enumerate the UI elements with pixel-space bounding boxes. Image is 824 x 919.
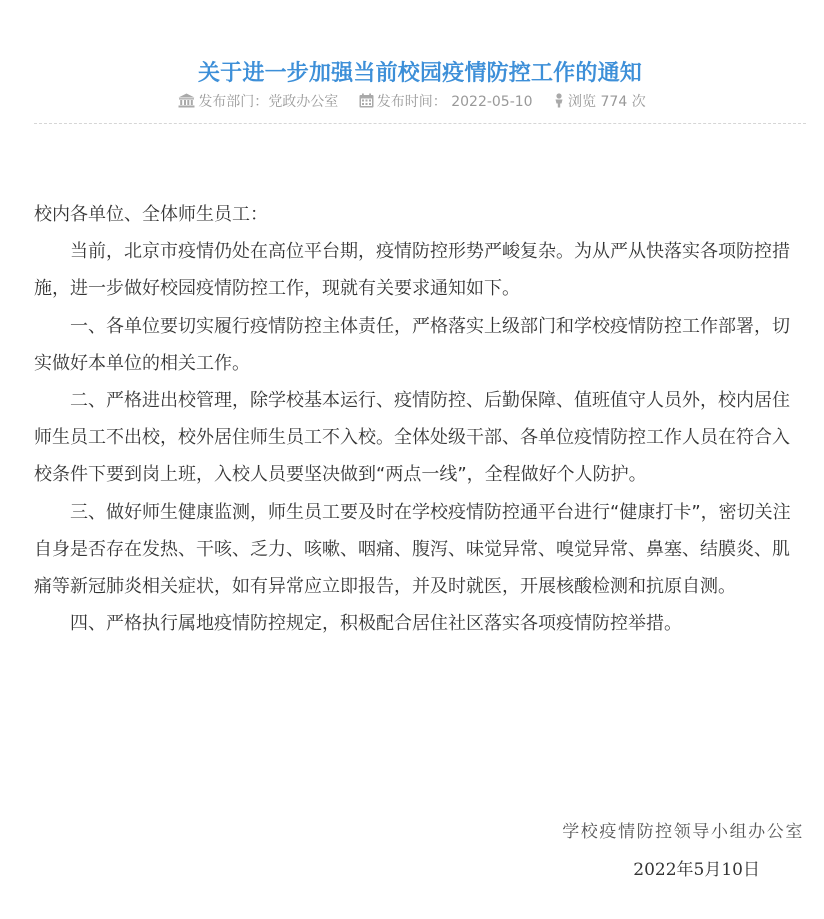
paragraph-intro: 当前，北京市疫情仍处在高位平台期，疫情防控形势严峻复杂。为从严从快落实各项防控措施，进一步做好校园疫情防控工作，现就有关要求通知如下。 <box>34 241 790 300</box>
person-icon <box>553 93 565 108</box>
paragraph-item-4: 四、严格执行属地疫情防控规定，积极配合居住社区落实各项疫情防控举措。 <box>70 613 682 635</box>
meta-views-unit: 次 <box>631 94 646 110</box>
paragraph-item-1: 一、各单位要切实履行疫情防控主体责任，严格落实上级部门和学校疫情防控工作部署，切实做好本单位的相关工作。 <box>34 315 790 374</box>
meta-views-label: 浏览 <box>568 94 597 110</box>
article-meta <box>0 92 824 112</box>
paragraph-item-2: 二、严格进出校管理，除学校基本运行、疫情防控、后勤保障、值班值守人员外，校内居住师生员工不出校，校外居住师生员工不入校。全体处级干部、各单位疫情防控工作人员在符合入校条件下要到岗上班，入校人员要坚决做到“两点一线”，全程做好个人防护。 <box>34 390 790 486</box>
article-body <box>34 196 802 642</box>
meta-department-value: 党政办公室 <box>268 94 339 110</box>
meta-views <box>553 92 646 112</box>
page-title: 关于进一步加强当前校园疫情防控工作的通知 <box>197 60 642 86</box>
meta-time <box>359 92 533 112</box>
bank-building-icon <box>178 93 195 108</box>
meta-views-count: 774 <box>600 94 628 110</box>
signature-org: 学校疫情防控领导小组办公室 <box>562 822 804 842</box>
header-divider <box>34 123 806 124</box>
signature-block <box>562 818 804 882</box>
meta-department-label: 发布部门： <box>198 94 269 110</box>
meta-department <box>178 92 338 112</box>
signature-date: 2022年5月10日 <box>633 860 760 880</box>
calendar-icon <box>359 93 374 108</box>
meta-time-value: 2022-05-10 <box>451 94 533 110</box>
salutation: 校内各单位、全体师生员工： <box>34 204 268 225</box>
meta-time-label: 发布时间： <box>376 94 447 110</box>
paragraph-item-3: 三、做好师生健康监测，师生员工要及时在学校疫情防控通平台进行“健康打卡”，密切关注自身是否存在发热、干咳、乏力、咳嗽、咽痛、腹泻、味觉异常、嗅觉异常、鼻塞、结膜炎、肌痛等新冠肺炎相关症状，如有异常应立即报告，并及时就医，开展核酸检测和抗原自测。 <box>34 501 791 598</box>
